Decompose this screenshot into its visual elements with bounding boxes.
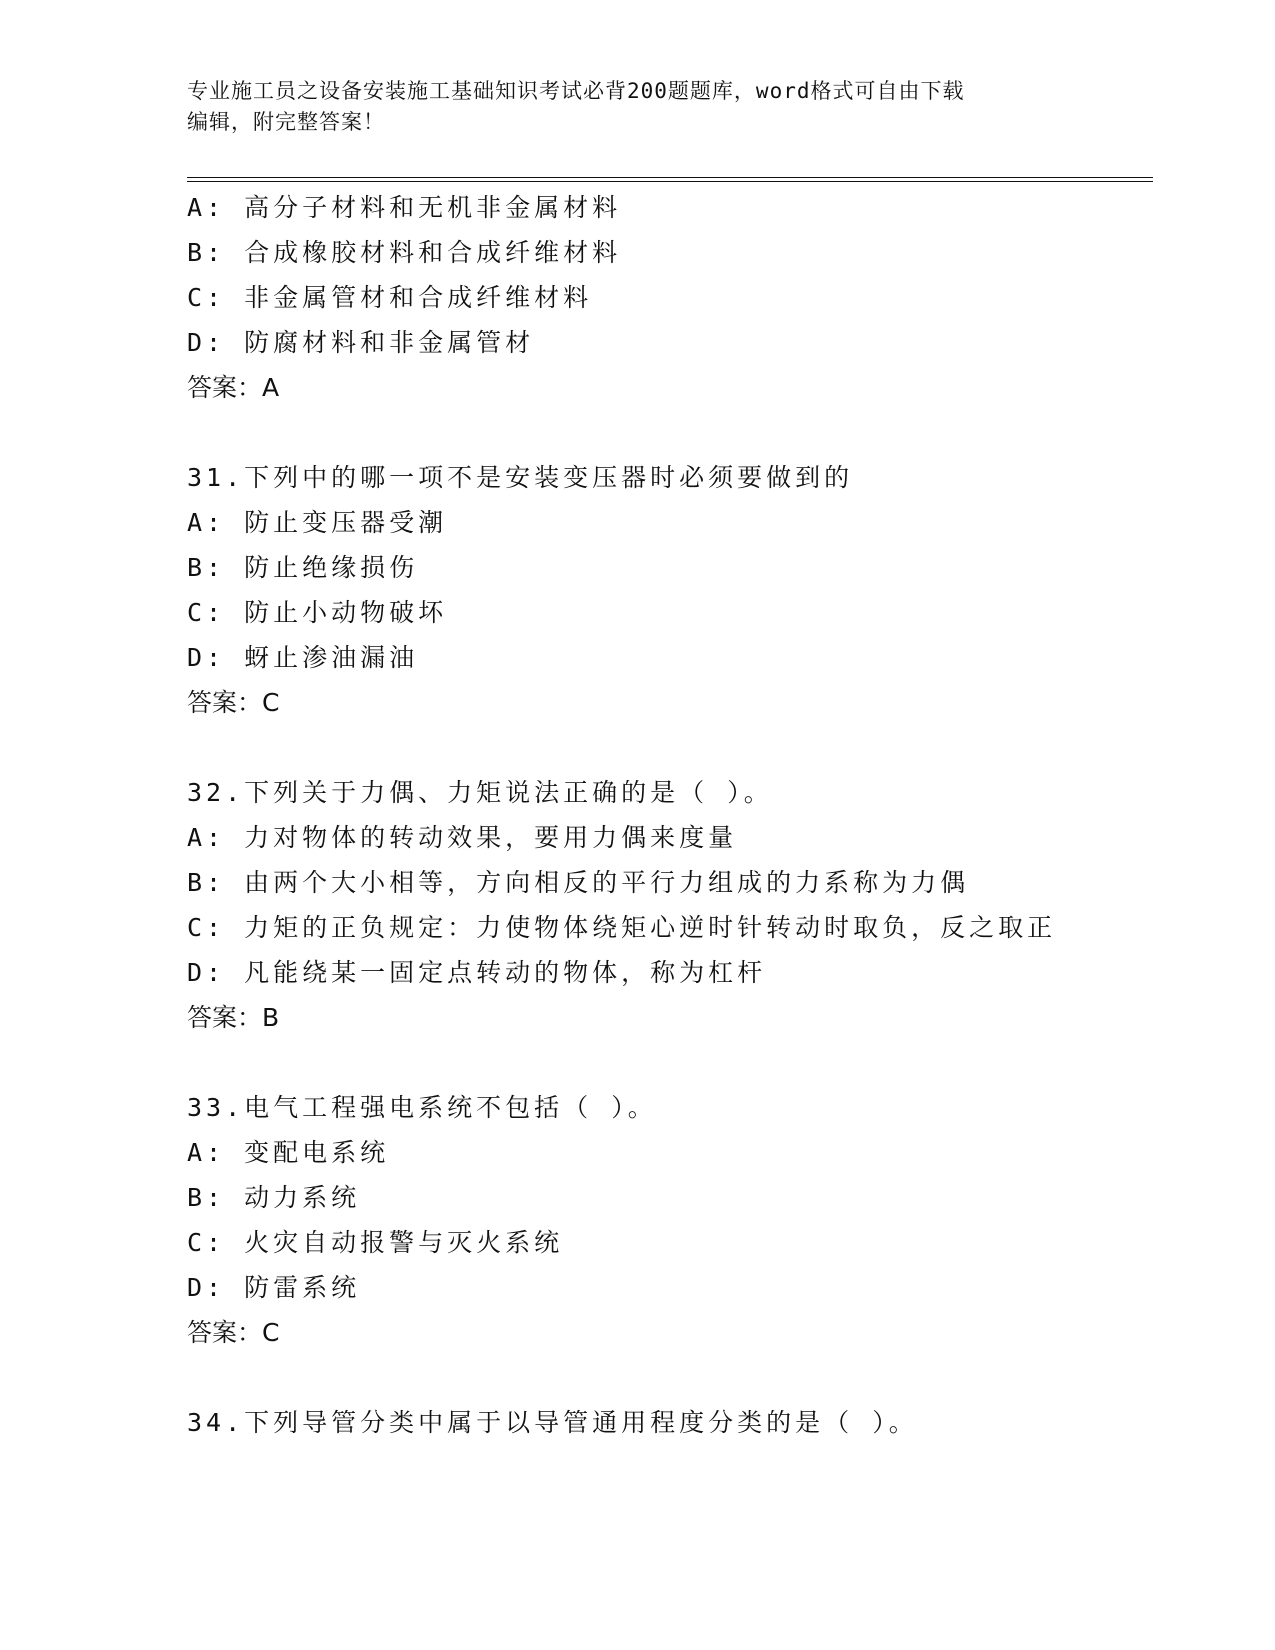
q32-question: 32.下列关于力偶、力矩说法正确的是（ ）。	[187, 778, 773, 807]
header-title-line-1: 专业施工员之设备安装施工基础知识考试必背200题题库，word格式可自由下载	[187, 79, 965, 103]
document-header	[187, 76, 1087, 138]
q32-option-b: B: 由两个大小相等，方向相反的平行力组成的力系称为力偶	[187, 868, 970, 897]
q31-option-b: B: 防止绝缘损伤	[187, 553, 419, 582]
q32-option-c: C: 力矩的正负规定：力使物体绕矩心逆时针转动时取负，反之取正	[187, 913, 1057, 942]
q33-question: 33.电气工程强电系统不包括（ ）。	[187, 1093, 657, 1122]
q33-option-b: B: 动力系统	[187, 1183, 361, 1212]
q31-option-a: A: 防止变压器受潮	[187, 508, 448, 537]
q31-answer: 答案：C	[187, 688, 280, 717]
q31-option-d: D: 蚜止渗油漏油	[187, 643, 419, 672]
q31-question: 31.下列中的哪一项不是安装变压器时必须要做到的	[187, 463, 854, 492]
q30-option-d: D: 防腐材料和非金属管材	[187, 328, 535, 357]
q32-option-d: D: 凡能绕某一固定点转动的物体，称为杠杆	[187, 958, 767, 987]
header-title-line-2: 编辑，附完整答案！	[187, 110, 385, 134]
q32-answer: 答案：B	[187, 1003, 280, 1032]
q33-option-d: D: 防雷系统	[187, 1273, 361, 1302]
q30-answer: 答案：A	[187, 373, 280, 402]
q31-option-c: C: 防止小动物破坏	[187, 598, 448, 627]
q30-option-c: C: 非金属管材和合成纤维材料	[187, 283, 593, 312]
q33-option-c: C: 火灾自动报警与灭火系统	[187, 1228, 564, 1257]
q30-option-a: A: 高分子材料和无机非金属材料	[187, 193, 622, 222]
q32-option-a: A: 力对物体的转动效果，要用力偶来度量	[187, 823, 738, 852]
q34-question: 34.下列导管分类中属于以导管通用程度分类的是（ ）。	[187, 1408, 918, 1437]
header-divider-top	[187, 177, 1153, 178]
q30-option-b: B: 合成橡胶材料和合成纤维材料	[187, 238, 622, 267]
q33-option-a: A: 变配电系统	[187, 1138, 390, 1167]
q33-answer: 答案：C	[187, 1318, 280, 1347]
header-divider-bottom	[187, 181, 1153, 182]
